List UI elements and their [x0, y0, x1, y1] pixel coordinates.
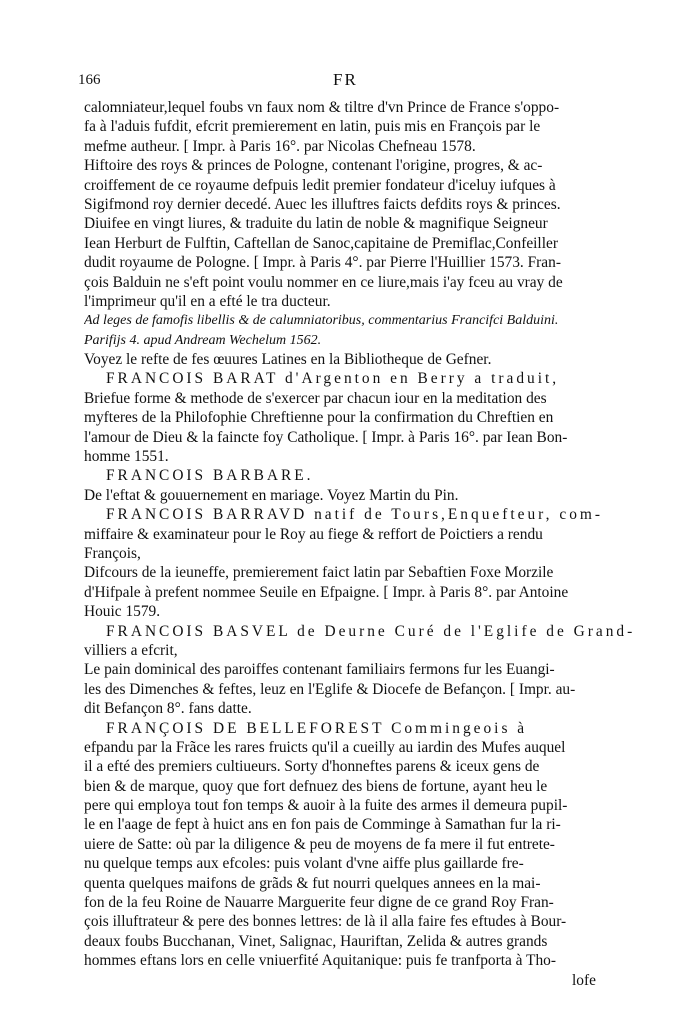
text-line: croiffement de ce royaume defpuis ledit premier fondateur d'iceluy iufques à: [84, 176, 556, 194]
entry-heading-line: FRANCOIS BARAT d'Argenton en Berry a traduit,: [106, 370, 560, 388]
text-line: fon de la feu Roine de Nauarre Marguerite feur digne de ce grand Roy Fran-: [84, 894, 554, 912]
text-line: villiers a efcrit,: [84, 641, 178, 659]
text-line: dit Befançon 8°. fans datte.: [84, 700, 252, 718]
text-line: les des Dimenches & feftes, leuz en l'Eglife & Diocefe de Befançon. [ Impr. au-: [84, 680, 576, 698]
text-line: Voyez le refte de fes œuures Latines en la Bibliotheque de Gefner.: [84, 351, 492, 369]
text-line: Iean Herburt de Fulftin, Caftellan de Sanoc,capitaine de Premiflac,Confeiller: [84, 234, 558, 252]
text-line: l'amour de Dieu & la faincte foy Catholique. [ Impr. à Paris 16°. par Iean Bon-: [84, 428, 568, 446]
text-line: le en l'aage de fept à huict ans en fon pais de Comminge à Samathan fur la ri-: [84, 816, 561, 834]
text-line: Diuifee en vingt liures, & traduite du latin de noble & magnifique Seigneur: [84, 215, 548, 233]
entry-heading-line: FRANCOIS BARRAVD natif de Tours,Enquefteur, com-: [106, 506, 603, 524]
text-line: Difcours de la ieuneffe, premierement faict latin par Sebaftien Foxe Morzile: [84, 564, 554, 582]
text-line: Hiftoire des roys & princes de Pologne, contenant l'origine, progres, & ac-: [84, 157, 543, 175]
entry-heading-line: FRANÇOIS DE BELLEFOREST Commingeois à: [106, 719, 528, 737]
text-line: François,: [84, 544, 141, 562]
text-line: Sigifmond roy dernier decedé. Auec les illuftres faicts defdits roys & princes.: [84, 195, 561, 213]
page-header: [78, 66, 638, 94]
text-line: homme 1551.: [84, 448, 169, 466]
text-line: calomniateur,lequel foubs vn faux nom & tiltre d'vn Prince de France s'oppo-: [84, 99, 560, 116]
text-line: Parifijs 4. apud Andream Wechelum 1562.: [84, 332, 322, 348]
text-line: efpandu par la Frãce les rares fruicts qu'il a cueilly au iardin des Mufes auquel: [84, 738, 566, 756]
text-line: Le pain dominical des paroiffes contenant familiairs fermons fur les Euangi-: [84, 661, 555, 679]
text-line: çois illuftrateur & pere des bonnes lettres: de là il alla faire fes eftudes à Bour-: [84, 913, 567, 931]
page-body: [84, 98, 654, 990]
text-line: mefme autheur. [ Impr. à Paris 16°. par Nicolas Chefneau 1578.: [84, 137, 476, 155]
text-line: bien & de marque, quoy que fort defnuez des biens de fortune, ayant heu le: [84, 777, 548, 795]
entry-heading-line: FRANCOIS BASVEL de Deurne Curé de l'Eglife de Grand-: [106, 622, 636, 640]
text-line: d'Hifpale à prefent nommee Seuile en Efpaigne. [ Impr. à Paris 8°. par Antoine: [84, 583, 569, 601]
text-line: myfteres de la Philofophie Chreftienne pour la confirmation du Chreftien en: [84, 409, 554, 427]
text-line: Houic 1579.: [84, 603, 161, 621]
entry-heading-line: FRANCOIS BARBARE.: [106, 467, 314, 485]
text-line: il a efté des premiers cultiueurs. Sorty d'honneftes parens & iceux gens de: [84, 758, 540, 776]
text-line: nu quelque temps aux efcoles: puis volant d'vne aiffe plus gaillarde fre-: [84, 855, 524, 873]
text-line: miffaire & examinateur pour le Roy au fiege & reffort de Poictiers a rendu: [84, 525, 543, 543]
text-line: çois Balduin ne s'eft point voulu nommer en ce liure,mais i'ay fceu au vray de: [84, 273, 563, 291]
running-head: FR: [333, 70, 358, 89]
page-number: 166: [78, 72, 101, 88]
text-line: De l'eftat & gouuernement en mariage. Voyez Martin du Pin.: [84, 486, 459, 504]
text-line: lofe: [572, 971, 596, 989]
text-line: quenta quelques maifons de grãds & fut nourri quelques annees en la mai-: [84, 874, 541, 892]
text-line: deaux foubs Bucchanan, Vinet, Salignac, Hauriftan, Zelida & autres grands: [84, 932, 548, 950]
text-line: dudit royaume de Pologne. [ Impr. à Paris 4°. par Pierre l'Huillier 1573. Fran-: [84, 254, 561, 272]
text-line: Ad leges de famofis libellis & de calumniatoribus, commentarius Francifci Balduini.: [84, 313, 559, 329]
text-line: l'imprimeur qu'il en a efté le tra ducteur.: [84, 292, 331, 310]
text-line: Briefue forme & methode de s'exercer par chacun iour en la meditation des: [84, 389, 547, 407]
text-line: uiere de Satte: où par la diligence & peu de moyens de fa mere il fut entrete-: [84, 835, 555, 853]
text-line: hommes eftans lors en celle vniuerfité Aquitanique: puis fe tranfporta à Tho-: [84, 952, 556, 970]
text-line: fa à l'aduis fufdit, efcrit premierement en latin, puis mis en François par le: [84, 118, 541, 136]
text-line: pere qui employa tout fon temps & auoir à la fuite des armes il demeura pupil-: [84, 797, 568, 815]
